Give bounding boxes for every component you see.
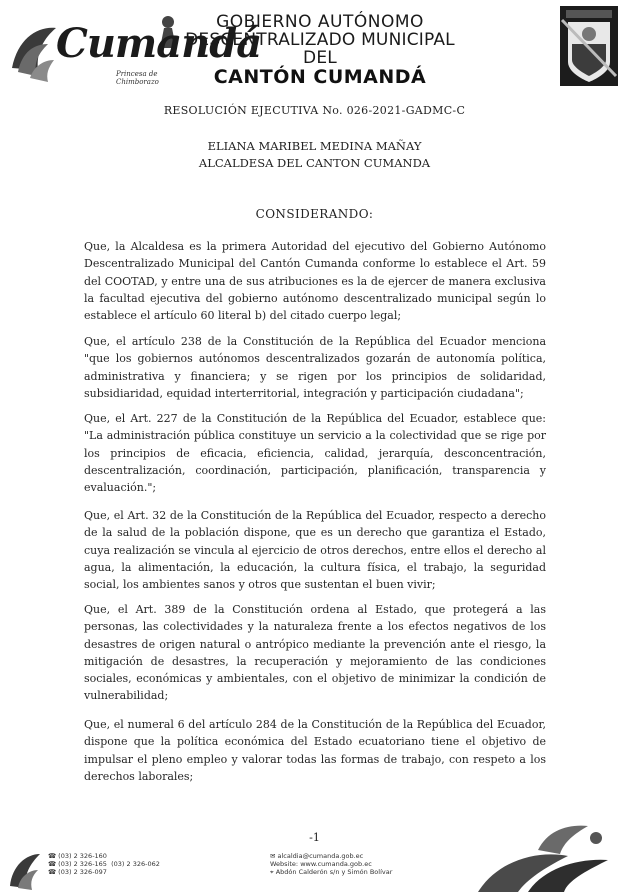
email-icon: ✉ xyxy=(270,852,278,860)
phone-icon: ☎ xyxy=(48,868,59,876)
footer-decoration xyxy=(468,820,618,892)
footer-phones xyxy=(48,852,160,876)
paragraph-2: Que, el artículo 238 de la Constitución de la República del Ecuador menciona "que los gobiernos autónomos descentralizados gozarán de autonomía política, administrativa y financiera; y se rigen por los principios de solidaridad, subsidiaridad, equidad interterritorial, integración y participación ciudadana"; xyxy=(84,335,546,400)
page-number: -1 xyxy=(309,831,320,844)
resolution-number: RESOLUCIÓN EJECUTIVA No. 026-2021-GADMC-C xyxy=(163,104,466,117)
phone-icon: ☎ xyxy=(48,852,59,860)
logo-wordmark: Cumandá xyxy=(56,20,262,67)
footer-logo xyxy=(6,842,46,890)
website-label: Website: xyxy=(270,860,299,868)
phone-2: (03) 2 326-165 xyxy=(58,860,107,868)
title-line-2: DESCENTRALIZADO MUNICIPAL DEL xyxy=(185,29,455,68)
canton-emblem xyxy=(558,4,620,88)
coat-of-arms-icon xyxy=(558,4,620,88)
location-icon: ⌖ xyxy=(270,868,276,876)
plant-decoration-icon xyxy=(468,820,618,892)
institution-title xyxy=(185,14,455,87)
footer-website: www.cumanda.gob.ec xyxy=(300,860,372,868)
leaf-icon xyxy=(6,842,46,890)
title-line-3: CANTÓN CUMANDÁ xyxy=(213,65,427,88)
footer-contact xyxy=(270,852,392,876)
municipality-logo xyxy=(8,8,262,88)
phone-3: (03) 2 326-062 xyxy=(111,860,160,868)
phone-1: (03) 2 326-160 xyxy=(58,852,107,860)
paragraph-6: Que, el numeral 6 del artículo 284 de la Constitución de la República del Ecuador, dispone que la política económica del Estado ecuatoriano tiene el objetivo de impulsar el pleno empleo y valorar todas las formas de trabajo, con respeto a los derechos laborales; xyxy=(84,718,546,783)
logo-tagline: Princesa de Chimborazo xyxy=(116,70,159,86)
signatory-name: ELIANA MARIBEL MEDINA MAÑAY xyxy=(207,139,422,153)
footer-address: Abdón Calderón s/n y Simón Bolívar xyxy=(275,868,393,876)
signatory-role: ALCALDESA DEL CANTON CUMANDA xyxy=(198,156,431,170)
title-line-1: GOBIERNO AUTÓNOMO xyxy=(216,12,424,32)
phone-4: (03) 2 326-097 xyxy=(58,868,107,876)
paragraph-1: Que, la Alcaldesa es la primera Autoridad del ejecutivo del Gobierno Autónomo Descentralizado Municipal del Cantón Cumanda conforme lo establece el Art. 59 del COOTAD, y entre una de sus atribuciones es la de ejercer de manera exclusiva la facultad ejecutiva del gobierno autónomo descentralizado municipal según lo establece el artículo 60 literal b) del citado cuerpo legal; xyxy=(84,240,546,323)
paragraph-5: Que, el Art. 389 de la Constitución ordena al Estado, que protegerá a las personas, las colectividades y la naturaleza frente a los efectos negativos de los desastres de origen natural o antrópico mediante la prevención ante el riesgo, la mitigación de desastres, la recuperación y mejoramiento de las condiciones sociales, económicas y ambientales, con el objetivo de minimizar la condición de vulnerabilidad; xyxy=(84,603,546,703)
phone-icon: ☎ xyxy=(48,860,59,868)
section-heading: CONSIDERANDO: xyxy=(255,207,374,221)
paragraph-4: Que, el Art. 32 de la Constitución de la República del Ecuador, respecto a derecho de la salud de la población dispone, que es un derecho que garantiza el Estado, cuya realización se vincula al ejercicio de otros derechos, entre ellos el derecho al agua, la alimentación, la educación, la cultura física, el trabajo, la seguridad social, los ambientes sanos y otros que sustentan el buen vivir; xyxy=(84,509,546,592)
footer-email: alcaldia@cumanda.gob.ec xyxy=(277,852,364,860)
paragraph-3: Que, el Art. 227 de la Constitución de la República del Ecuador, establece que: "La administración pública constituye un servicio a la colectividad que se rige por los principios de eficacia, eficiencia, calidad, jerarquía, desconcentración, descentralización, coordinación, participación, planificación, transparencia y evaluación."; xyxy=(84,412,546,495)
